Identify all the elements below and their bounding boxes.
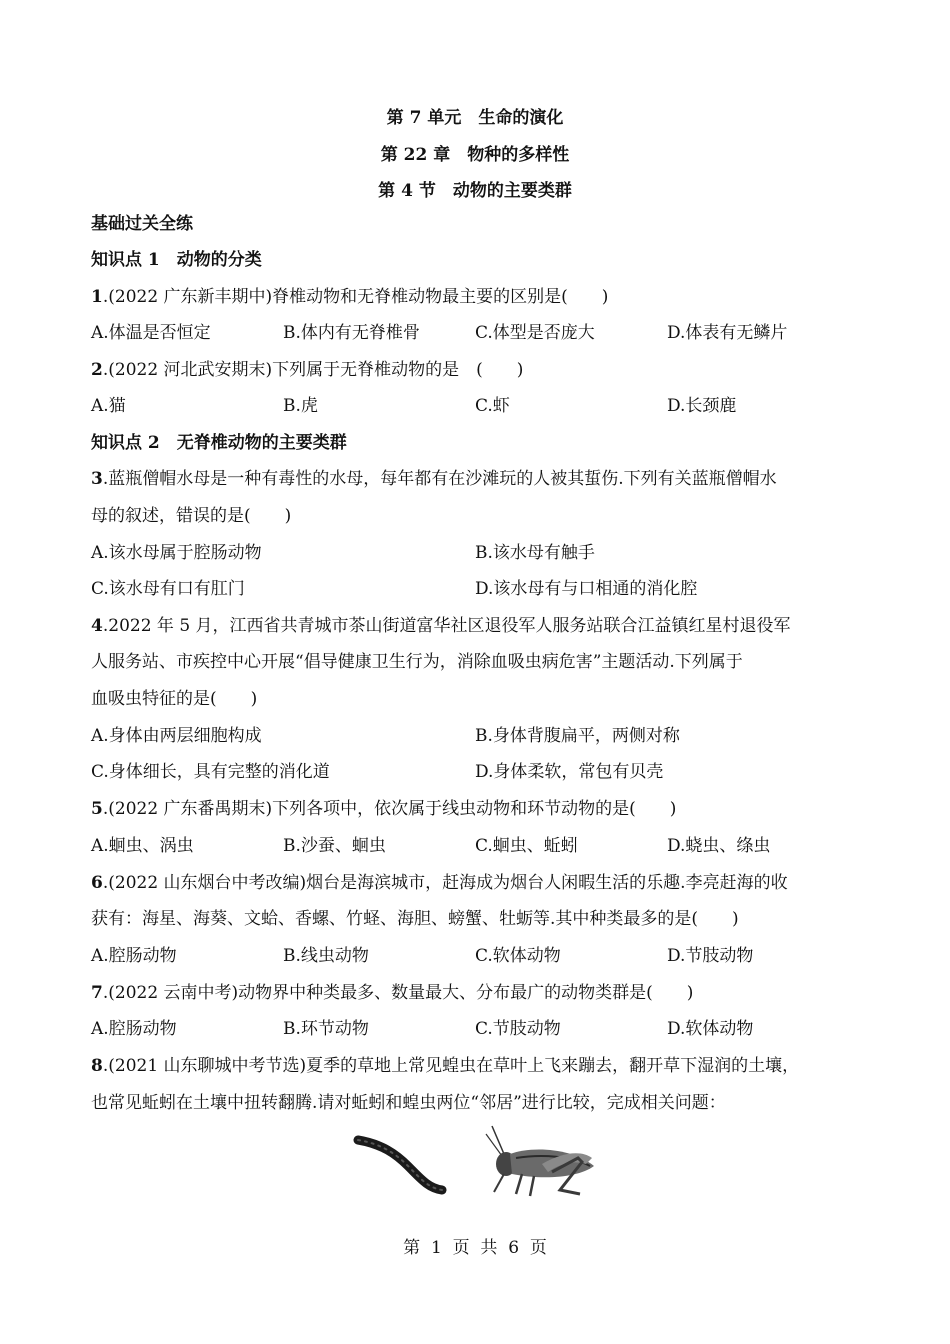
- question-4: [91, 615, 881, 637]
- q5-option-a: A.蛔虫、涡虫: [91, 836, 194, 856]
- section-title: 第 4 节 动物的主要类群: [378, 181, 572, 201]
- q1-option-a: A.体温是否恒定: [91, 323, 211, 343]
- question-text-continued: 母的叙述，错误的是( ): [91, 506, 292, 526]
- question-number: 7: [91, 983, 103, 1003]
- question-text: .(2022 广东新丰期中)脊椎动物和无脊椎动物最主要的区别是( ): [102, 287, 609, 307]
- q6-option-c: C.软体动物: [475, 946, 561, 966]
- question-number: 5: [91, 799, 103, 819]
- unit-title: 第 7 单元 生命的演化: [386, 108, 564, 128]
- question-5: [91, 798, 881, 820]
- knowledge-point-2: 知识点 2 无脊椎动物的主要类群: [91, 433, 347, 453]
- question-6: [91, 872, 881, 894]
- q3-option-d: D.该水母有与口相通的消化腔: [475, 579, 698, 599]
- question-1: [91, 286, 881, 308]
- q1-option-c: C.体型是否庞大: [475, 323, 595, 343]
- q7-option-c: C.节肢动物: [475, 1019, 561, 1039]
- q6-option-d: D.节肢动物: [667, 946, 754, 966]
- question-text: .2022 年 5 月，江西省共青城市茶山街道富华社区退役军人服务站联合江益镇红星村退役军: [102, 616, 791, 636]
- question-number: 8: [91, 1056, 103, 1076]
- chapter-title: 第 22 章 物种的多样性: [380, 145, 570, 165]
- question-number: 4: [91, 616, 103, 636]
- q3-option-a: A.该水母属于腔肠动物: [91, 543, 262, 563]
- question-text: .(2021 山东聊城中考节选)夏季的草地上常见蝗虫在草叶上飞来蹦去，翻开草下湿润的土壤，: [102, 1056, 800, 1076]
- question-text: .(2022 河北武安期末)下列属于无脊椎动物的是 ( ): [102, 360, 524, 380]
- knowledge-point-1: 知识点 1 动物的分类: [91, 250, 262, 270]
- question-number: 3: [91, 469, 103, 489]
- q7-option-b: B.环节动物: [283, 1019, 369, 1039]
- q1-option-d: D.体表有无鳞片: [667, 323, 788, 343]
- question-2: [91, 359, 881, 381]
- q7-option-d: D.软体动物: [667, 1019, 754, 1039]
- page-footer: 第 1 页 共 6 页: [403, 1238, 547, 1258]
- q4-option-b: B.身体背腹扁平，两侧对称: [475, 726, 680, 746]
- earthworm-image: [352, 1130, 452, 1198]
- q1-option-b: B.体内有无脊椎骨: [283, 323, 420, 343]
- q4-option-c: C.身体细长，具有完整的消化道: [91, 762, 330, 782]
- q4-option-a: A.身体由两层细胞构成: [91, 726, 262, 746]
- question-number: 2: [91, 360, 103, 380]
- question-8: [91, 1055, 881, 1077]
- question-7: [91, 982, 881, 1004]
- q2-option-a: A.猫: [91, 396, 126, 416]
- q2-option-d: D.长颈鹿: [667, 396, 737, 416]
- q3-option-b: B.该水母有触手: [475, 543, 595, 563]
- question-number: 6: [91, 873, 103, 893]
- question-text: .(2022 广东番禺期末)下列各项中，依次属于线虫动物和环节动物的是( ): [102, 799, 677, 819]
- question-number: 1: [91, 287, 103, 307]
- q3-option-c: C.该水母有口有肛门: [91, 579, 245, 599]
- q7-option-a: A.腔肠动物: [91, 1019, 177, 1039]
- q6-option-a: A.腔肠动物: [91, 946, 177, 966]
- q2-option-c: C.虾: [475, 396, 510, 416]
- q2-option-b: B.虎: [283, 396, 318, 416]
- grasshopper-image: [482, 1124, 602, 1200]
- question-3: [91, 468, 881, 490]
- question-text-continued: 人服务站、市疾控中心开展“倡导健康卫生行为，消除血吸虫病危害”主题活动.下列属于: [91, 652, 743, 672]
- question-text: .(2022 山东烟台中考改编)烟台是海滨城市，赶海成为烟台人闲暇生活的乐趣.李亮赶海的收: [102, 873, 788, 893]
- exercise-heading: 基础过关全练: [91, 214, 193, 234]
- q5-option-b: B.沙蚕、蛔虫: [283, 836, 386, 856]
- question-text: .蓝瓶僧帽水母是一种有毒性的水母，每年都有在沙滩玩的人被其蜇伤.下列有关蓝瓶僧帽水: [102, 469, 777, 489]
- q5-option-c: C.蛔虫、蚯蚓: [475, 836, 578, 856]
- q6-option-b: B.线虫动物: [283, 946, 369, 966]
- question-text-continued: 获有：海星、海葵、文蛤、香螺、竹蛏、海胆、螃蟹、牡蛎等.其中种类最多的是( ): [91, 909, 739, 929]
- question-text-continued: 也常见蚯蚓在土壤中扭转翻腾.请对蚯蚓和蝗虫两位“邻居”进行比较，完成相关问题：: [91, 1093, 726, 1113]
- q4-option-d: D.身体柔软，常包有贝壳: [475, 762, 664, 782]
- q5-option-d: D.蛲虫、绦虫: [667, 836, 771, 856]
- question-text: .(2022 云南中考)动物界中种类最多、数量最大、分布最广的动物类群是( ): [102, 983, 694, 1003]
- question-text-continued: 血吸虫特征的是( ): [91, 689, 258, 709]
